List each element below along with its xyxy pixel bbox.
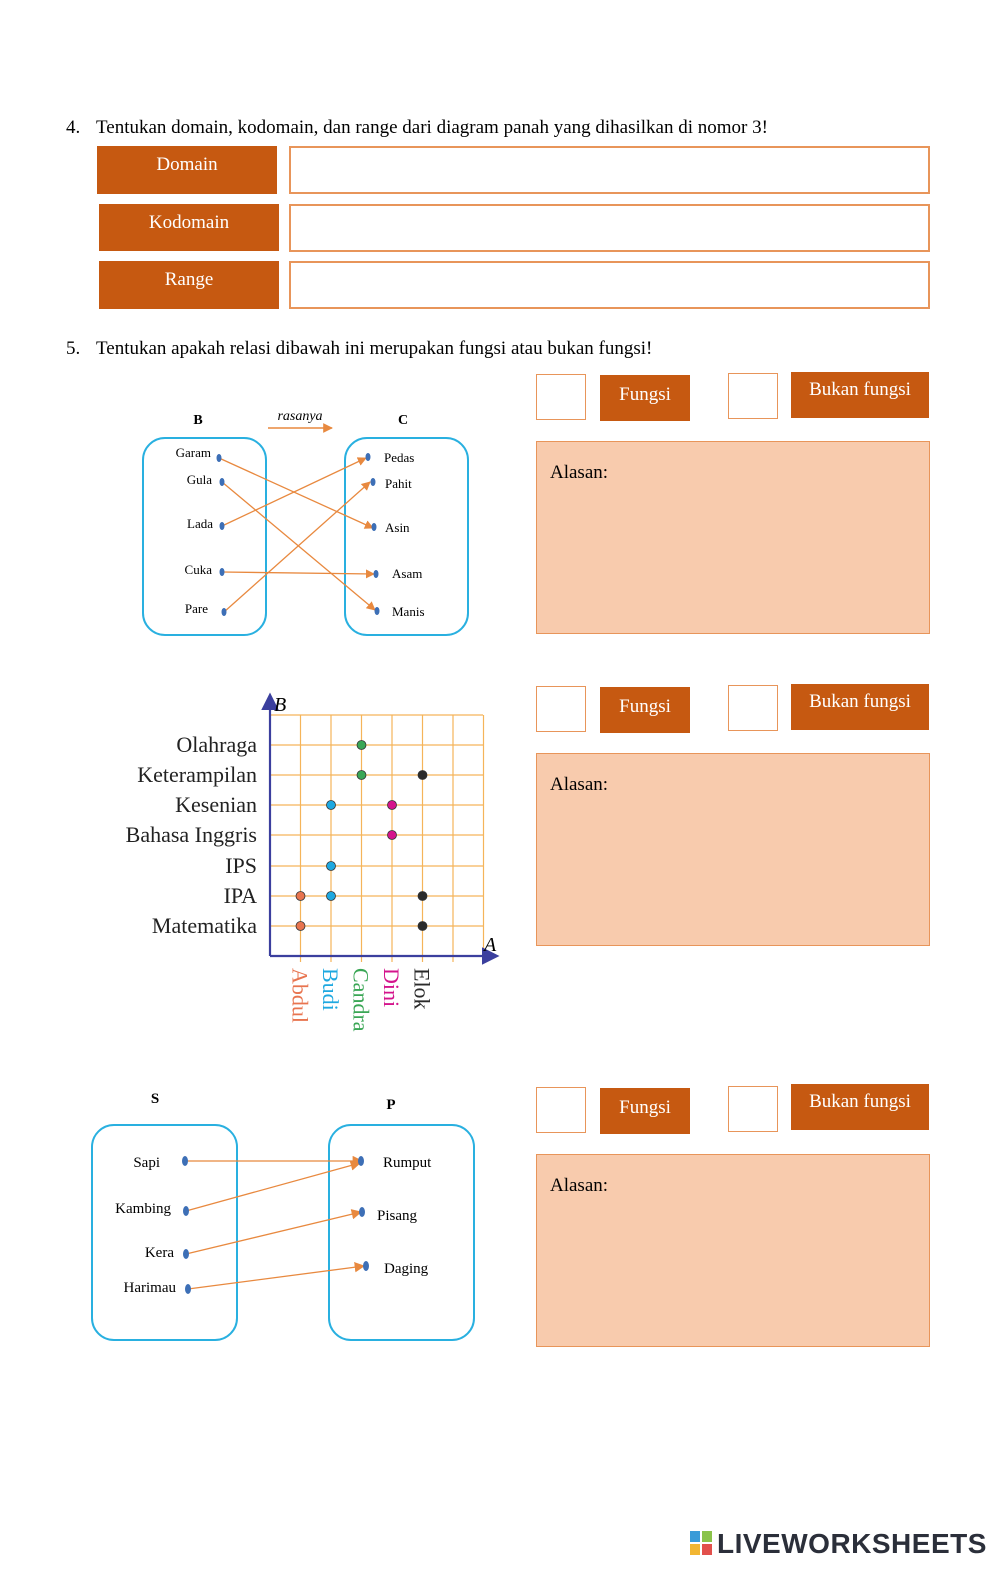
point-dini-kesenian [388, 801, 397, 810]
point-budi-kesenian [327, 801, 336, 810]
bukan-fungsi-option-1[interactable]: Bukan fungsi [791, 372, 929, 418]
dot-rumput [358, 1156, 364, 1166]
point-budi-ipa [327, 892, 336, 901]
arrow-harimau-daging [188, 1266, 364, 1289]
fungsi-option-3[interactable]: Fungsi [600, 1088, 690, 1134]
dot-kambing [183, 1206, 189, 1216]
y-labels [126, 732, 258, 938]
p-item-daging: Daging [384, 1261, 429, 1277]
domain-input[interactable] [289, 146, 930, 194]
set-p-title: P [386, 1097, 396, 1113]
set-b-title: B [193, 413, 203, 428]
point-elok-matematika [418, 922, 427, 931]
set-c-title: C [397, 413, 409, 428]
bukan-fungsi-checkbox-2[interactable] [728, 685, 778, 731]
point-budi-ips [327, 862, 336, 871]
y-label: Matematika [151, 913, 257, 938]
fungsi-checkbox-3[interactable] [536, 1087, 586, 1133]
s-item-sapi: Sapi [133, 1155, 160, 1171]
q5-text: Tentukan apakah relasi dibawah ini merupakan fungsi atau bukan fungsi! [96, 338, 653, 359]
x-axis-label: A [484, 934, 497, 956]
dot-asin [372, 523, 377, 531]
y-label: Kesenian [175, 792, 257, 817]
arrow-cuka-asam [222, 572, 374, 574]
dot-daging [363, 1261, 369, 1271]
p-item-rumput: Rumput [383, 1155, 432, 1171]
arrow-diagram-b-c [130, 400, 490, 645]
bukan-fungsi-checkbox-3[interactable] [728, 1086, 778, 1132]
point-candra-keterampilan [357, 771, 366, 780]
c-item-asin: Asin [385, 520, 410, 535]
liveworksheets-logo-icon [690, 1531, 714, 1557]
point-dini-bahasa-inggris [388, 831, 397, 840]
fungsi-option-1[interactable]: Fungsi [600, 375, 690, 421]
q4-number: 4. [66, 117, 81, 138]
p-item-pisang: Pisang [377, 1208, 418, 1224]
b-item-garam: Garam [175, 445, 211, 460]
set-s-title: S [150, 1091, 160, 1107]
liveworksheets-logo[interactable] [690, 1526, 987, 1562]
domain-label: Domain [97, 146, 277, 194]
dot-harimau [185, 1284, 191, 1294]
dot-asam [374, 570, 379, 578]
y-label: Bahasa Inggris [125, 822, 257, 847]
q4-text: Tentukan domain, kodomain, dan range dari diagram panah yang dihasilkan di nomor 3! [96, 117, 768, 138]
b-item-pare: Pare [184, 601, 208, 616]
point-abdul-matematika [296, 922, 305, 931]
x-label: Elok [409, 968, 435, 1010]
arrow-kambing-rumput [186, 1163, 360, 1211]
dot-gula [220, 478, 225, 486]
q5-number: 5. [66, 338, 81, 359]
kodomain-label: Kodomain [99, 204, 279, 251]
y-axis-label: B [274, 694, 287, 716]
b-item-lada: Lada [187, 516, 213, 531]
set-s-oval [92, 1125, 237, 1340]
point-elok-keterampilan [418, 771, 427, 780]
c-item-pedas: Pedas [384, 450, 415, 465]
logo-text: LIVEWORKSHEETS [717, 1528, 987, 1559]
y-label: Keterampilan [137, 762, 257, 787]
range-input[interactable] [289, 261, 930, 309]
c-item-pahit: Pahit [385, 476, 412, 491]
dot-manis [375, 607, 380, 615]
relation-label: rasanya [277, 409, 323, 424]
fungsi-checkbox-1[interactable] [536, 374, 586, 420]
dot-kera [183, 1249, 189, 1259]
reason-box-1[interactable] [536, 441, 930, 634]
grid-relation-chart [100, 688, 510, 1048]
y-label: Olahraga [176, 732, 257, 757]
point-candra-olahraga [357, 741, 366, 750]
dot-lada [220, 522, 225, 530]
dot-garam [217, 454, 222, 462]
range-label: Range [99, 261, 279, 309]
dot-pahit [371, 478, 376, 486]
bukan-fungsi-option-3[interactable]: Bukan fungsi [791, 1084, 929, 1130]
point-abdul-ipa [296, 892, 305, 901]
reason-label-2: Alasan: [550, 774, 609, 795]
y-label: IPA [223, 883, 257, 908]
reason-label-3: Alasan: [550, 1175, 609, 1196]
dot-sapi [182, 1156, 188, 1166]
fungsi-checkbox-2[interactable] [536, 686, 586, 732]
point-elok-ipa [418, 892, 427, 901]
arrow-kera-pisang [186, 1212, 361, 1254]
arrow-diagram-s-p [85, 1085, 485, 1350]
x-label: Abdul [287, 968, 313, 1023]
s-item-kera: Kera [144, 1245, 174, 1261]
kodomain-input[interactable] [289, 204, 930, 252]
b-item-cuka: Cuka [184, 562, 212, 577]
x-label: Dini [379, 968, 404, 1008]
reason-box-2[interactable] [536, 753, 930, 946]
dot-cuka [220, 568, 225, 576]
dot-pedas [366, 453, 371, 461]
s-item-kambing: Kambing [115, 1201, 171, 1217]
x-labels [288, 968, 435, 1032]
fungsi-option-2[interactable]: Fungsi [600, 687, 690, 733]
bukan-fungsi-option-2[interactable]: Bukan fungsi [791, 684, 929, 730]
b-item-gula: Gula [186, 472, 212, 487]
bukan-fungsi-checkbox-1[interactable] [728, 373, 778, 419]
arrow-garam-asin [219, 458, 373, 528]
x-label: Budi [318, 968, 343, 1011]
y-label: IPS [225, 853, 257, 878]
dot-pisang [359, 1207, 365, 1217]
reason-label-1: Alasan: [550, 462, 609, 483]
c-item-asam: Asam [392, 566, 423, 581]
x-label: Candra [348, 968, 374, 1032]
dot-pare [222, 608, 227, 616]
s-item-harimau: Harimau [123, 1280, 176, 1296]
c-item-manis: Manis [392, 604, 425, 619]
reason-box-3[interactable] [536, 1154, 930, 1347]
